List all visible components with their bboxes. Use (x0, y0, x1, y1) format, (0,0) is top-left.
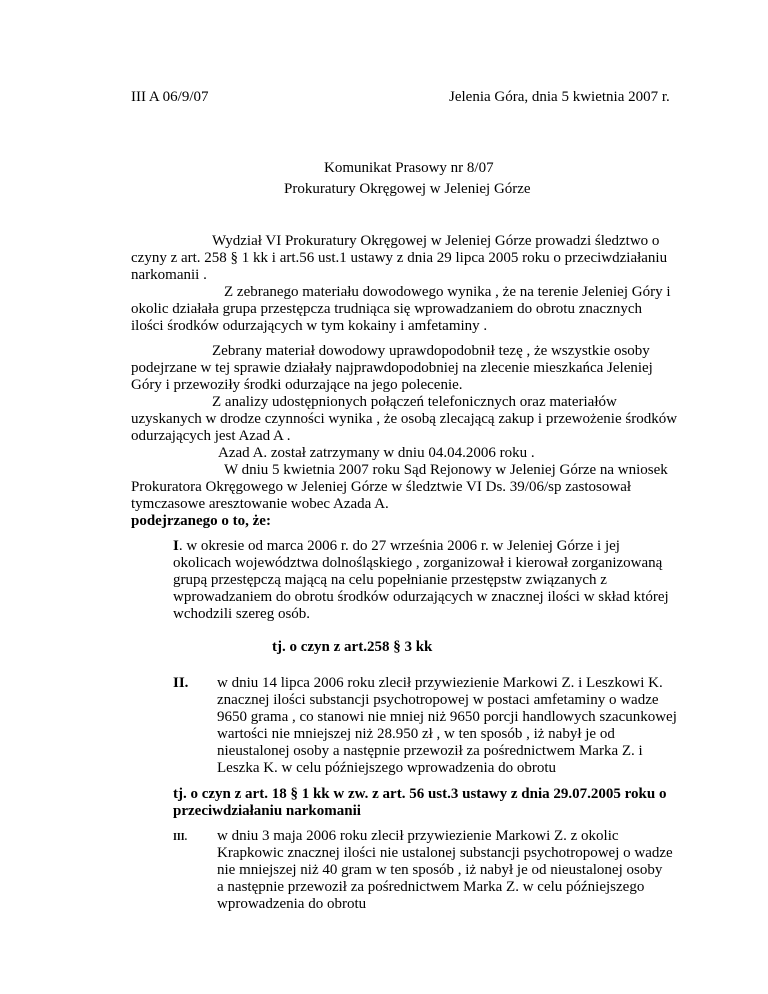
charge-i-line: grupą przestępczą mającą na celu popełnianie przestępstw związanych z (173, 572, 607, 588)
charge-ii-line: Leszka K. w celu późniejszego wprowadzenia do obrotu (217, 760, 557, 776)
charge-ii-line: znacznej ilości substancji psychotropowej w postaci amfetaminy o wadze (217, 692, 659, 708)
charge-iii-line: w dniu 3 maja 2006 roku zlecił przywiezienie Markowi Z. z okolic (217, 828, 619, 844)
paragraph-line: uzyskanych w drodze czynności wynika , że osobą zlecającą zakup i przewożenie środków (131, 411, 678, 427)
charge-iii-line: nie mniejszej niż 40 gram w ten sposób , iż nabył je od nieustalonej osoby (217, 862, 663, 878)
charge-ii-legal-basis: przeciwdziałaniu narkomanii (173, 803, 361, 819)
charge-ii-line: w dniu 14 lipca 2006 roku zlecił przywiezienie Markowi Z. i Leszkowi K. (217, 675, 663, 691)
paragraph-line: Azad A. został zatrzymany w dniu 04.04.2006 roku . (218, 445, 535, 461)
paragraph-line: Z zebranego materiału dowodowego wynika , że na terenie Jeleniej Góry i (224, 284, 671, 300)
paragraph-line: Zebrany materiał dowodowy uprawdopodobnił tezę , że wszystkie osoby (212, 343, 650, 359)
paragraph-line: podejrzane w tej sprawie działały najprawdopodobniej na zlecenie mieszkańca Jeleniej (131, 360, 653, 376)
charge-iii-line: a następnie przewoził za pośrednictwem Marka Z. w celu późniejszego (217, 879, 645, 895)
charge-ii-number: II. (173, 675, 189, 691)
paragraph-line: W dniu 5 kwietnia 2007 roku Sąd Rejonowy w Jeleniej Górze na wniosek (224, 462, 668, 478)
charge-i-line: wprowadzaniem do obrotu środków odurzających w znacznej ilości w skład której (173, 589, 669, 605)
charge-i-line: I. w okresie od marca 2006 r. do 27 września 2006 r. w Jeleniej Górze i jej (173, 538, 620, 554)
charge-i-line: wchodzili szereg osób. (173, 606, 311, 622)
charge-i-number: I (173, 538, 179, 554)
press-release-title: Komunikat Prasowy nr 8/07 (324, 160, 494, 176)
paragraph-line: czyny z art. 258 § 1 kk i art.56 ust.1 ustawy z dnia 29 lipca 2005 roku o przeciwdziałaniu (131, 250, 668, 266)
paragraph-line: Prokuratora Okręgowego w Jeleniej Górze w śledztwie VI Ds. 39/06/sp zastosował (131, 479, 632, 495)
paragraph-line: Góry i przewoziły środki odurzające na jego polecenie. (131, 377, 463, 393)
charge-i-legal-basis: tj. o czyn z art.258 § 3 kk (272, 639, 433, 655)
charge-i-line: okolicach województwa dolnośląskiego , zorganizował i kierował zorganizowaną (173, 555, 663, 571)
place-date: Jelenia Góra, dnia 5 kwietnia 2007 r. (449, 89, 670, 105)
press-release-subtitle: Prokuratury Okręgowej w Jeleniej Górze (284, 181, 531, 197)
suspect-label: podejrzanego o to, że: (131, 513, 271, 529)
charge-iii-line: wprowadzenia do obrotu (217, 896, 367, 912)
paragraph-line: narkomanii . (131, 267, 207, 283)
paragraph-line: okolic działała grupa przestępcza trudniąca się wprowadzaniem do obrotu znacznych (131, 301, 643, 317)
charge-ii-legal-basis: tj. o czyn z art. 18 § 1 kk w zw. z art. 56 ust.3 ustawy z dnia 29.07.2005 roku o (173, 786, 667, 802)
paragraph-line: Z analizy udostępnionych połączeń telefonicznych oraz materiałów (212, 394, 617, 410)
charge-ii-line: nieustalonej osoby a następnie przewoził za pośrednictwem Marka Z. i (217, 743, 643, 759)
charge-ii-line: 9650 grama , co stanowi nie mniej niż 9650 porcji handlowych szacunkowej (217, 709, 677, 725)
charge-iii-number: III. (173, 832, 188, 843)
paragraph-line: ilości środków odurzających w tym kokainy i amfetaminy . (131, 318, 488, 334)
paragraph-line: odurzających jest Azad A . (131, 428, 291, 444)
charge-iii-line: Krapkowic znacznej ilości nie ustalonej substancji psychotropowej o wadze (217, 845, 673, 861)
paragraph-line: tymczasowe aresztowanie wobec Azada A. (131, 496, 389, 512)
charge-ii-line: wartości nie mniejszej niż 28.950 zł , w ten sposób , iż nabył je od (217, 726, 615, 742)
case-number: III A 06/9/07 (131, 89, 209, 105)
paragraph-line: Wydział VI Prokuratury Okręgowej w Jeleniej Górze prowadzi śledztwo o (212, 233, 660, 249)
